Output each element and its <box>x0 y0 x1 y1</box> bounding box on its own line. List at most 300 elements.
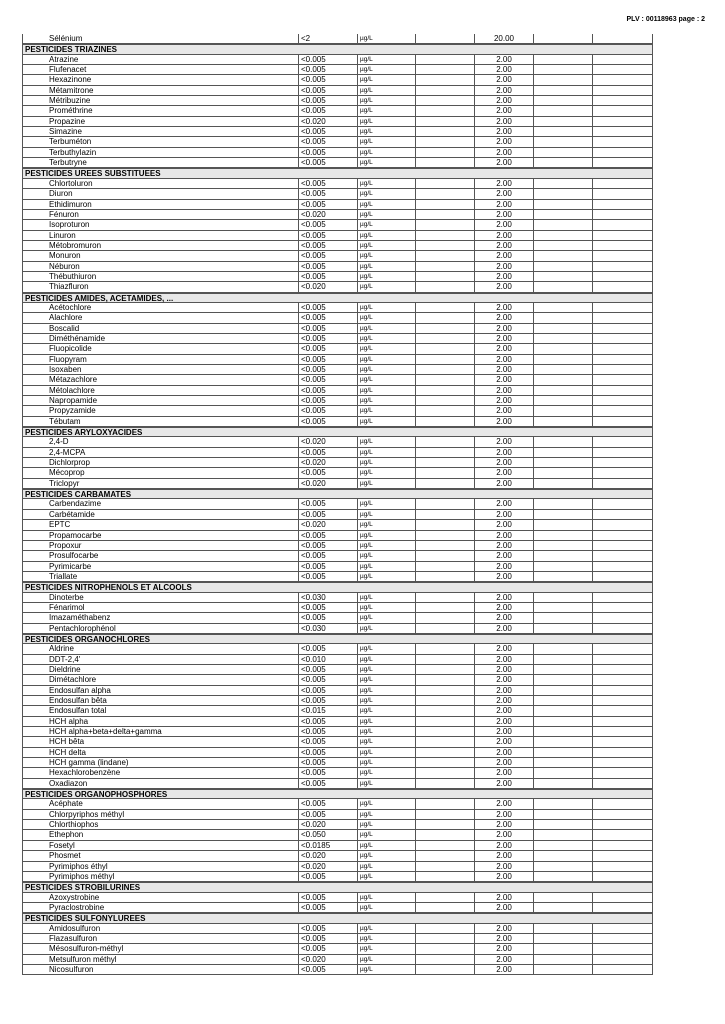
table-row <box>22 686 653 696</box>
parameter-name: Fluopicolide <box>22 344 298 354</box>
result-value: <0.005 <box>298 96 357 106</box>
result-value: <0.020 <box>298 862 357 872</box>
limit-value: 2.00 <box>474 355 533 365</box>
limit-value: 2.00 <box>474 820 533 830</box>
parameter-name: Carbendazime <box>22 499 298 509</box>
result-unit: µg/L <box>357 965 415 975</box>
result-unit: µg/L <box>357 231 415 241</box>
parameter-name: HCH alpha <box>22 717 298 727</box>
empty-cell <box>533 334 592 344</box>
table-row <box>22 106 653 116</box>
empty-cell <box>415 748 474 758</box>
empty-cell <box>415 675 474 685</box>
result-unit: µg/L <box>357 148 415 158</box>
empty-cell <box>533 593 592 603</box>
empty-cell <box>592 520 653 530</box>
empty-cell <box>415 696 474 706</box>
result-value: <0.005 <box>298 303 357 313</box>
empty-cell <box>415 437 474 447</box>
parameter-name: Endosulfan alpha <box>22 686 298 696</box>
result-value: <0.005 <box>298 810 357 820</box>
empty-cell <box>592 365 653 375</box>
empty-cell <box>533 272 592 282</box>
empty-cell <box>415 272 474 282</box>
limit-value: 2.00 <box>474 324 533 334</box>
parameter-name: Métamitrone <box>22 86 298 96</box>
results-table <box>22 34 653 975</box>
empty-cell <box>415 127 474 137</box>
empty-cell <box>533 748 592 758</box>
result-unit: µg/L <box>357 603 415 613</box>
table-row <box>22 75 653 85</box>
parameter-name: Prométhrine <box>22 106 298 116</box>
table-row <box>22 344 653 354</box>
empty-cell <box>415 655 474 665</box>
table-row <box>22 479 653 489</box>
result-unit: µg/L <box>357 65 415 75</box>
limit-value: 2.00 <box>474 200 533 210</box>
parameter-name: 2,4-D <box>22 437 298 447</box>
result-value: <0.005 <box>298 200 357 210</box>
limit-value: 2.00 <box>474 893 533 903</box>
result-unit: µg/L <box>357 479 415 489</box>
limit-value: 2.00 <box>474 706 533 716</box>
limit-value: 2.00 <box>474 55 533 65</box>
empty-cell <box>592 303 653 313</box>
empty-cell <box>533 799 592 809</box>
parameter-name: Isoxaben <box>22 365 298 375</box>
table-row <box>22 231 653 241</box>
limit-value: 2.00 <box>474 551 533 561</box>
empty-cell <box>592 396 653 406</box>
empty-cell <box>415 799 474 809</box>
table-row <box>22 458 653 468</box>
empty-cell <box>592 96 653 106</box>
table-row <box>22 313 653 323</box>
limit-value: 2.00 <box>474 106 533 116</box>
empty-cell <box>415 210 474 220</box>
result-value: <0.005 <box>298 696 357 706</box>
empty-cell <box>415 148 474 158</box>
result-unit: µg/L <box>357 696 415 706</box>
table-row <box>22 706 653 716</box>
empty-cell <box>415 262 474 272</box>
table-row <box>22 551 653 561</box>
empty-cell <box>592 313 653 323</box>
parameter-name: Fosetyl <box>22 841 298 851</box>
empty-cell <box>592 655 653 665</box>
limit-value: 2.00 <box>474 251 533 261</box>
limit-value: 2.00 <box>474 830 533 840</box>
parameter-name: Pyrimicarbe <box>22 562 298 572</box>
result-value: <0.005 <box>298 86 357 96</box>
empty-cell <box>533 551 592 561</box>
empty-cell <box>533 717 592 727</box>
table-row <box>22 717 653 727</box>
empty-cell <box>415 603 474 613</box>
table-row <box>22 799 653 809</box>
table-row <box>22 355 653 365</box>
result-value: <0.005 <box>298 272 357 282</box>
result-value: <0.005 <box>298 241 357 251</box>
section-header: PESTICIDES STROBILURINES <box>22 882 653 892</box>
parameter-name: Endosulfan bêta <box>22 696 298 706</box>
empty-cell <box>592 179 653 189</box>
result-value: <0.005 <box>298 893 357 903</box>
parameter-name: Pyraclostrobine <box>22 903 298 913</box>
limit-value: 2.00 <box>474 241 533 251</box>
result-unit: µg/L <box>357 117 415 127</box>
empty-cell <box>415 458 474 468</box>
empty-cell <box>533 96 592 106</box>
parameter-name: Diméthénamide <box>22 334 298 344</box>
result-value: <0.005 <box>298 903 357 913</box>
parameter-name: Napropamide <box>22 396 298 406</box>
table-row <box>22 386 653 396</box>
limit-value: 2.00 <box>474 955 533 965</box>
result-unit: µg/L <box>357 137 415 147</box>
empty-cell <box>415 406 474 416</box>
empty-cell <box>415 965 474 975</box>
result-value: <0.020 <box>298 479 357 489</box>
result-unit: µg/L <box>357 624 415 634</box>
result-value: <0.005 <box>298 448 357 458</box>
limit-value: 2.00 <box>474 189 533 199</box>
table-row <box>22 613 653 623</box>
table-row <box>22 820 653 830</box>
limit-value: 2.00 <box>474 655 533 665</box>
parameter-name: EPTC <box>22 520 298 530</box>
empty-cell <box>415 758 474 768</box>
empty-cell <box>533 86 592 96</box>
empty-cell <box>415 613 474 623</box>
empty-cell <box>415 386 474 396</box>
section-header: PESTICIDES SULFONYLUREES <box>22 913 653 923</box>
result-unit: µg/L <box>357 872 415 882</box>
table-row <box>22 303 653 313</box>
table-row <box>22 406 653 416</box>
table-row <box>22 179 653 189</box>
empty-cell <box>533 779 592 789</box>
table-row <box>22 644 653 654</box>
result-unit: µg/L <box>357 458 415 468</box>
empty-cell <box>415 96 474 106</box>
result-value: <0.010 <box>298 655 357 665</box>
limit-value: 2.00 <box>474 686 533 696</box>
empty-cell <box>415 220 474 230</box>
limit-value: 2.00 <box>474 303 533 313</box>
empty-cell <box>592 468 653 478</box>
result-unit: µg/L <box>357 737 415 747</box>
limit-value: 2.00 <box>474 665 533 675</box>
result-value: <2 <box>298 34 357 44</box>
empty-cell <box>533 934 592 944</box>
empty-cell <box>533 344 592 354</box>
empty-cell <box>533 613 592 623</box>
empty-cell <box>415 520 474 530</box>
empty-cell <box>415 934 474 944</box>
parameter-name: HCH gamma (lindane) <box>22 758 298 768</box>
empty-cell <box>415 955 474 965</box>
result-unit: µg/L <box>357 551 415 561</box>
parameter-name: Thiazfluron <box>22 282 298 292</box>
result-value: <0.005 <box>298 406 357 416</box>
limit-value: 2.00 <box>474 158 533 168</box>
result-unit: µg/L <box>357 799 415 809</box>
empty-cell <box>533 282 592 292</box>
limit-value: 2.00 <box>474 965 533 975</box>
parameter-name: Aldrine <box>22 644 298 654</box>
empty-cell <box>592 499 653 509</box>
result-unit: µg/L <box>357 717 415 727</box>
table-row <box>22 437 653 447</box>
empty-cell <box>533 520 592 530</box>
empty-cell <box>415 841 474 851</box>
empty-cell <box>415 768 474 778</box>
result-unit: µg/L <box>357 944 415 954</box>
empty-cell <box>415 365 474 375</box>
empty-cell <box>415 862 474 872</box>
empty-cell <box>415 903 474 913</box>
empty-cell <box>592 251 653 261</box>
empty-cell <box>533 106 592 116</box>
empty-cell <box>415 820 474 830</box>
result-unit: µg/L <box>357 924 415 934</box>
result-value: <0.005 <box>298 924 357 934</box>
result-value: <0.005 <box>298 231 357 241</box>
empty-cell <box>415 344 474 354</box>
empty-cell <box>592 386 653 396</box>
empty-cell <box>533 955 592 965</box>
empty-cell <box>592 727 653 737</box>
parameter-name: Dimétachlore <box>22 675 298 685</box>
empty-cell <box>415 551 474 561</box>
parameter-name: Métolachlore <box>22 386 298 396</box>
result-unit: µg/L <box>357 251 415 261</box>
parameter-name: Flazasulfuron <box>22 934 298 944</box>
empty-cell <box>533 396 592 406</box>
empty-cell <box>415 510 474 520</box>
empty-cell <box>533 241 592 251</box>
limit-value: 2.00 <box>474 137 533 147</box>
empty-cell <box>415 355 474 365</box>
empty-cell <box>415 282 474 292</box>
limit-value: 2.00 <box>474 448 533 458</box>
result-unit: µg/L <box>357 862 415 872</box>
limit-value: 2.00 <box>474 65 533 75</box>
parameter-name: Linuron <box>22 231 298 241</box>
table-row <box>22 210 653 220</box>
empty-cell <box>592 841 653 851</box>
parameter-name: Isoproturon <box>22 220 298 230</box>
empty-cell <box>592 158 653 168</box>
result-value: <0.005 <box>298 55 357 65</box>
parameter-name: Alachlore <box>22 313 298 323</box>
empty-cell <box>592 437 653 447</box>
table-row <box>22 468 653 478</box>
parameter-name: Monuron <box>22 251 298 261</box>
empty-cell <box>415 137 474 147</box>
empty-cell <box>415 851 474 861</box>
result-unit: µg/L <box>357 75 415 85</box>
section-header: PESTICIDES ARYLOXYACIDES <box>22 427 653 437</box>
result-unit: µg/L <box>357 851 415 861</box>
empty-cell <box>533 117 592 127</box>
parameter-name: Propyzamide <box>22 406 298 416</box>
empty-cell <box>592 799 653 809</box>
result-value: <0.005 <box>298 334 357 344</box>
parameter-name: Atrazine <box>22 55 298 65</box>
empty-cell <box>415 830 474 840</box>
parameter-name: Acétochlore <box>22 303 298 313</box>
empty-cell <box>592 510 653 520</box>
result-unit: µg/L <box>357 893 415 903</box>
result-value: <0.005 <box>298 106 357 116</box>
limit-value: 20.00 <box>474 34 533 44</box>
limit-value: 2.00 <box>474 562 533 572</box>
result-unit: µg/L <box>357 934 415 944</box>
parameter-name: Endosulfan total <box>22 706 298 716</box>
empty-cell <box>415 375 474 385</box>
empty-cell <box>592 893 653 903</box>
limit-value: 2.00 <box>474 934 533 944</box>
table-row <box>22 944 653 954</box>
empty-cell <box>592 541 653 551</box>
table-row <box>22 96 653 106</box>
limit-value: 2.00 <box>474 768 533 778</box>
empty-cell <box>415 727 474 737</box>
result-unit: µg/L <box>357 396 415 406</box>
empty-cell <box>533 75 592 85</box>
section-header: PESTICIDES NITROPHENOLS ET ALCOOLS <box>22 582 653 592</box>
empty-cell <box>592 417 653 427</box>
empty-cell <box>533 665 592 675</box>
table-row <box>22 520 653 530</box>
limit-value: 2.00 <box>474 365 533 375</box>
result-unit: µg/L <box>357 355 415 365</box>
table-row <box>22 262 653 272</box>
empty-cell <box>533 768 592 778</box>
parameter-name: Néburon <box>22 262 298 272</box>
result-value: <0.005 <box>298 375 357 385</box>
empty-cell <box>415 86 474 96</box>
empty-cell <box>415 65 474 75</box>
limit-value: 2.00 <box>474 499 533 509</box>
result-unit: µg/L <box>357 86 415 96</box>
limit-value: 2.00 <box>474 696 533 706</box>
empty-cell <box>592 737 653 747</box>
empty-cell <box>592 200 653 210</box>
empty-cell <box>415 686 474 696</box>
empty-cell <box>415 624 474 634</box>
empty-cell <box>533 644 592 654</box>
limit-value: 2.00 <box>474 717 533 727</box>
empty-cell <box>415 706 474 716</box>
empty-cell <box>533 324 592 334</box>
empty-cell <box>592 220 653 230</box>
limit-value: 2.00 <box>474 841 533 851</box>
parameter-name: Flufenacet <box>22 65 298 75</box>
table-row <box>22 748 653 758</box>
result-unit: µg/L <box>357 96 415 106</box>
result-value: <0.005 <box>298 499 357 509</box>
parameter-name: Ethephon <box>22 830 298 840</box>
empty-cell <box>592 872 653 882</box>
parameter-name: Boscalid <box>22 324 298 334</box>
result-unit: µg/L <box>357 903 415 913</box>
result-unit: µg/L <box>357 220 415 230</box>
empty-cell <box>533 696 592 706</box>
limit-value: 2.00 <box>474 748 533 758</box>
empty-cell <box>415 872 474 882</box>
limit-value: 2.00 <box>474 644 533 654</box>
result-value: <0.005 <box>298 324 357 334</box>
empty-cell <box>533 406 592 416</box>
empty-cell <box>592 106 653 116</box>
result-value: <0.005 <box>298 551 357 561</box>
result-unit: µg/L <box>357 779 415 789</box>
parameter-name: HCH delta <box>22 748 298 758</box>
empty-cell <box>533 200 592 210</box>
empty-cell <box>415 810 474 820</box>
empty-cell <box>415 893 474 903</box>
limit-value: 2.00 <box>474 758 533 768</box>
empty-cell <box>592 562 653 572</box>
section-header: PESTICIDES ORGANOCHLORES <box>22 634 653 644</box>
empty-cell <box>533 210 592 220</box>
parameter-name: Azoxystrobine <box>22 893 298 903</box>
result-unit: µg/L <box>357 748 415 758</box>
result-unit: µg/L <box>357 820 415 830</box>
empty-cell <box>592 262 653 272</box>
empty-cell <box>415 231 474 241</box>
empty-cell <box>415 572 474 582</box>
table-row <box>22 189 653 199</box>
empty-cell <box>415 251 474 261</box>
empty-cell <box>592 572 653 582</box>
result-unit: µg/L <box>357 417 415 427</box>
table-row <box>22 593 653 603</box>
table-row <box>22 34 653 44</box>
result-value: <0.005 <box>298 179 357 189</box>
table-row <box>22 924 653 934</box>
empty-cell <box>592 862 653 872</box>
result-value: <0.020 <box>298 458 357 468</box>
result-value: <0.005 <box>298 137 357 147</box>
table-row <box>22 810 653 820</box>
empty-cell <box>592 189 653 199</box>
empty-cell <box>415 779 474 789</box>
empty-cell <box>533 386 592 396</box>
table-row <box>22 251 653 261</box>
table-row <box>22 841 653 851</box>
table-row <box>22 200 653 210</box>
result-value: <0.030 <box>298 624 357 634</box>
empty-cell <box>592 706 653 716</box>
table-row <box>22 148 653 158</box>
empty-cell <box>533 872 592 882</box>
empty-cell <box>592 603 653 613</box>
empty-cell <box>592 810 653 820</box>
empty-cell <box>533 965 592 975</box>
parameter-name: Simazine <box>22 127 298 137</box>
result-value: <0.020 <box>298 437 357 447</box>
result-unit: µg/L <box>357 375 415 385</box>
limit-value: 2.00 <box>474 924 533 934</box>
table-row <box>22 531 653 541</box>
result-value: <0.005 <box>298 365 357 375</box>
result-value: <0.005 <box>298 189 357 199</box>
